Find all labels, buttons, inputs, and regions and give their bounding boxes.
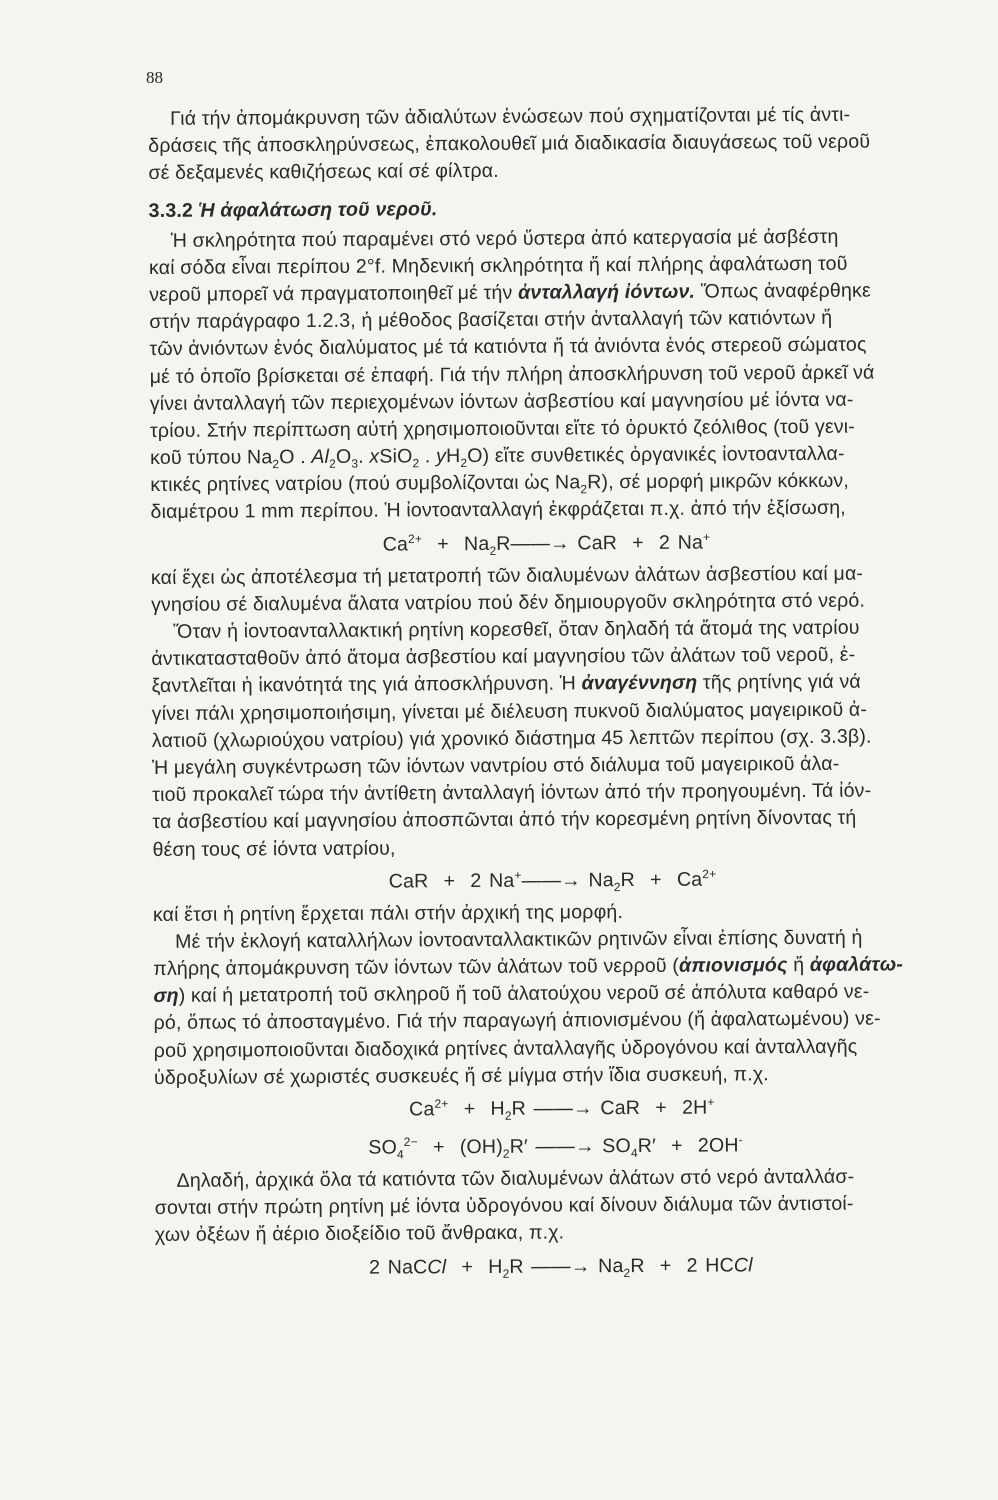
equation-regeneration: CaR + 2 Na+——→ $Na_2R + Ca^{2+}$ <box>388 866 717 894</box>
paragraph-line: Ἡ μεγάλη συγκέντρωση τῶν ἰόντων ναντρίου στό διάλυμα τοῦ μαγειρικοῦ ἀλα- <box>151 752 840 779</box>
emphasis-term: ἀφαλάτω- <box>809 953 904 977</box>
paragraph-line: στήν παράγραφο 1.2.3, ἡ μέθοδος βασίζεται στήν ἀνταλλαγή τῶν κατιόντων ἤ <box>149 306 833 334</box>
paragraph-line: γίνει πάλι χρησιμοποιήσιμη, γίνεται μέ διέλευση πυκνοῦ διαλύματος μαγειρικοῦ ἀ- <box>151 698 868 725</box>
paragraph-line: ρό, ὅπως τό ἀποσταγμένο. Γιά τήν παραγωγή ἀπιονισμένου (ἤ ἀφαλατωμένου) νε- <box>153 1007 881 1035</box>
page-number: 88 <box>146 68 163 87</box>
paragraph-line: θέση τους σέ ἰόντα νατρίου, <box>152 837 396 861</box>
paragraph-line: Ὅταν ἡ ἰοντοανταλλακτική ρητίνη κορεσθεῖ, ὅταν δηλαδή τά ἄτομά της νατρίου <box>173 616 860 643</box>
paragraph-line: τρίου. Στήν περίπτωση αὐτή χρησιμοποιοῦνται εἴτε τό ὀρυκτό ζεόλιθος (τοῦ γενι- <box>149 415 855 442</box>
emphasis-term: ἀπιονισμός <box>678 954 788 977</box>
paragraph-line: κοῦ τύπου $Na_2O$ . $Al_2O_3$. xSiO$_2$ . $yH_2O$) εἴτε συνθετικές ὀργανικές ἰοντοανταλλα- <box>150 442 845 472</box>
equation-cation-exchange: $Ca^{2+} + H_2R$ ——→ CaR + 2H+ <box>409 1095 715 1123</box>
emphasis-term: ἀνταλλαγή ἰόντων. <box>518 280 696 304</box>
emphasis-term: ση <box>153 985 179 1008</box>
paragraph-line: χων ὀξέων ἤ ἀέριο διοξείδιο τοῦ ἄνθρακα, π.χ. <box>154 1221 565 1247</box>
equation-acid-formation: 2 NaCCl + $H_2R$ ——→ $Na_2R + 2$ HCCl <box>369 1253 753 1281</box>
paragraph-line: διαμέτρου 1 mm περίπου. Ἡ ἰοντοανταλλαγή ἐκφράζεται π.χ. ἀπό τήν ἐξίσωση, <box>150 497 846 524</box>
paragraph-line: τα ἀσβεστίου καί μαγνησίου ἀποσπῶνται ἀπό τήν κορεσμένη ρητίνη δίνοντας τή <box>152 806 857 834</box>
paragraph-line: ξαντλεῖται ἡ ἱκανότητά της γιά ἀποσκλήρυνση. Ἡ ἀναγέννηση τῆς ρητίνης γιά νά <box>151 671 861 698</box>
paragraph-line: γνησίου σέ διαλυμένα ἄλατα νατρίου πού δέν δημιουργοῦν σκληρότητα στό νερό. <box>150 589 866 616</box>
intro-line: Γιά τήν ἀπομάκρυνση τῶν ἀδιαλύτων ἑνώσεων πού σχηματίζονται μέ τίς ἀντι- <box>170 103 851 130</box>
paragraph-line: Μέ τήν ἐκλογή καταλλήλων ἰοντοανταλλακτικῶν ρητινῶν εἶναι ἐπίσης δυνατή ἡ <box>175 926 863 953</box>
section-number: 3.3.2 <box>148 199 194 222</box>
paragraph-line: κτικές ρητίνες νατρίου (πού συμβολίζονται ὡς $Na_2R$), σέ μορφή μικρῶν κόκκων, <box>150 469 849 497</box>
emphasis-term: ἀναγέννηση <box>581 672 698 695</box>
paragraph-line: καί ἔχει ὡς ἀποτέλεσμα τή μετατροπή τῶν διαλυμένων ἀλάτων ἀσβεστίου καί μα- <box>150 562 864 589</box>
equation-ion-exchange: $Ca^{2+}$ + $Na_2R——\to$ CaR + 2 Na+ <box>382 529 711 558</box>
paragraph-line: ὑδροξυλίων σέ χωριστές συσκευές ἤ σέ μίγμα στήν ἴδια συσκευή, π.χ. <box>153 1063 769 1089</box>
paragraph-line: Δηλαδή, ἀρχικά ὅλα τά κατιόντα τῶν διαλυμένων ἀλάτων στό νερό ἀνταλλάσ- <box>176 1165 855 1192</box>
paragraph-line: πλήρης ἀπομάκρυνση τῶν ἰόντων τῶν ἀλάτων τοῦ νερροῦ (ἀπιονισμός ἤ ἀφαλάτω- <box>153 953 904 981</box>
paragraph-line: τιοῦ προκαλεῖ τώρα τήν ἀντίθετη ἀνταλλαγή ἰόντων ἀπό τήν προηγουμένη. Τά ἰόν- <box>152 779 872 807</box>
equation-anion-exchange: $SO_4^{2-} + (OH)_2R'$ ——→ $SO_4R' + 2OH^-$ <box>368 1132 743 1162</box>
paragraph-line: λατιοῦ (χλωριούχου νατρίου) γιά χρονικό διάστημα 45 λεπτῶν περίπου (σχ. 3.3β). <box>151 725 872 752</box>
paragraph-line: ση) καί ἡ μετατροπή τοῦ σκληροῦ ἤ τοῦ ἁλατούχου νεροῦ σέ ἀπόλυτα καθαρό νε- <box>153 980 870 1008</box>
paragraph-line: μέ τό ὁποῖο βρίσκεται σέ ἐπαφή. Γιά τήν πλήρη ἀποσκλήρυνση τοῦ νεροῦ ἀρκεῖ νά <box>149 361 875 388</box>
paragraph-line: γίνει ἀνταλλαγή τῶν περιεχομένων ἰόντων ἀσβεστίου καί μαγνησίου μέ ἰόντα να- <box>149 388 854 415</box>
intro-line: δράσεις τῆς ἀποσκληρύνσεως, ἐπακολουθεῖ μιά διαδικασία διαυγάσεως τοῦ νεροῦ <box>148 130 871 158</box>
section-title: Ἡ ἀφαλάτωση τοῦ νεροῦ. <box>198 197 438 222</box>
paragraph-line: νεροῦ μπορεῖ νά πραγματοποιηθεῖ μέ τήν ἀνταλλαγή ἰόντων. Ὅπως ἀναφέρθηκε <box>149 279 871 306</box>
paragraph-line: καί σόδα εἶναι περίπου 2°f. Μηδενική σκληρότητα ἤ καί πλήρης ἀφαλάτωση τοῦ <box>148 252 848 279</box>
paragraph-line: καί ἔτσι ἡ ρητίνη ἔρχεται πάλι στήν ἀρχική της μορφή. <box>152 900 624 926</box>
paragraph-line: Ἡ σκληρότητα πού παραμένει στό νερό ὕστερα ἀπό κατεργασία μέ ἀσβέστη <box>170 225 839 252</box>
intro-line: σέ δεξαμενές καθιζήσεως καί σέ φίλτρα. <box>148 160 499 185</box>
body-text <box>148 101 987 1288</box>
paragraph-line: ροῦ χρησιμοποιοῦνται διαδοχικά ρητίνες ἀνταλλαγῆς ὑδρογόνου καί ἀνταλλαγῆς <box>153 1035 858 1062</box>
paragraph-line: τῶν ἀνιόντων ἑνός διαλύματος μέ τά κατιόντα ἤ τά ἀνιόντα ἑνός στερεοῦ σώματος <box>149 333 867 361</box>
paragraph-line: ἀντικατασταθοῦν ἀπό ἄτομα ἀσβεστίου καί μαγνησίου τῶν ἀλάτων τοῦ νεροῦ, ἐ- <box>151 643 856 671</box>
paragraph-line: σονται στήν πρώτη ρητίνη μέ ἰόντα ὑδρογόνου καί δίνουν διάλυμα τῶν ἀντιστοί- <box>154 1192 854 1220</box>
